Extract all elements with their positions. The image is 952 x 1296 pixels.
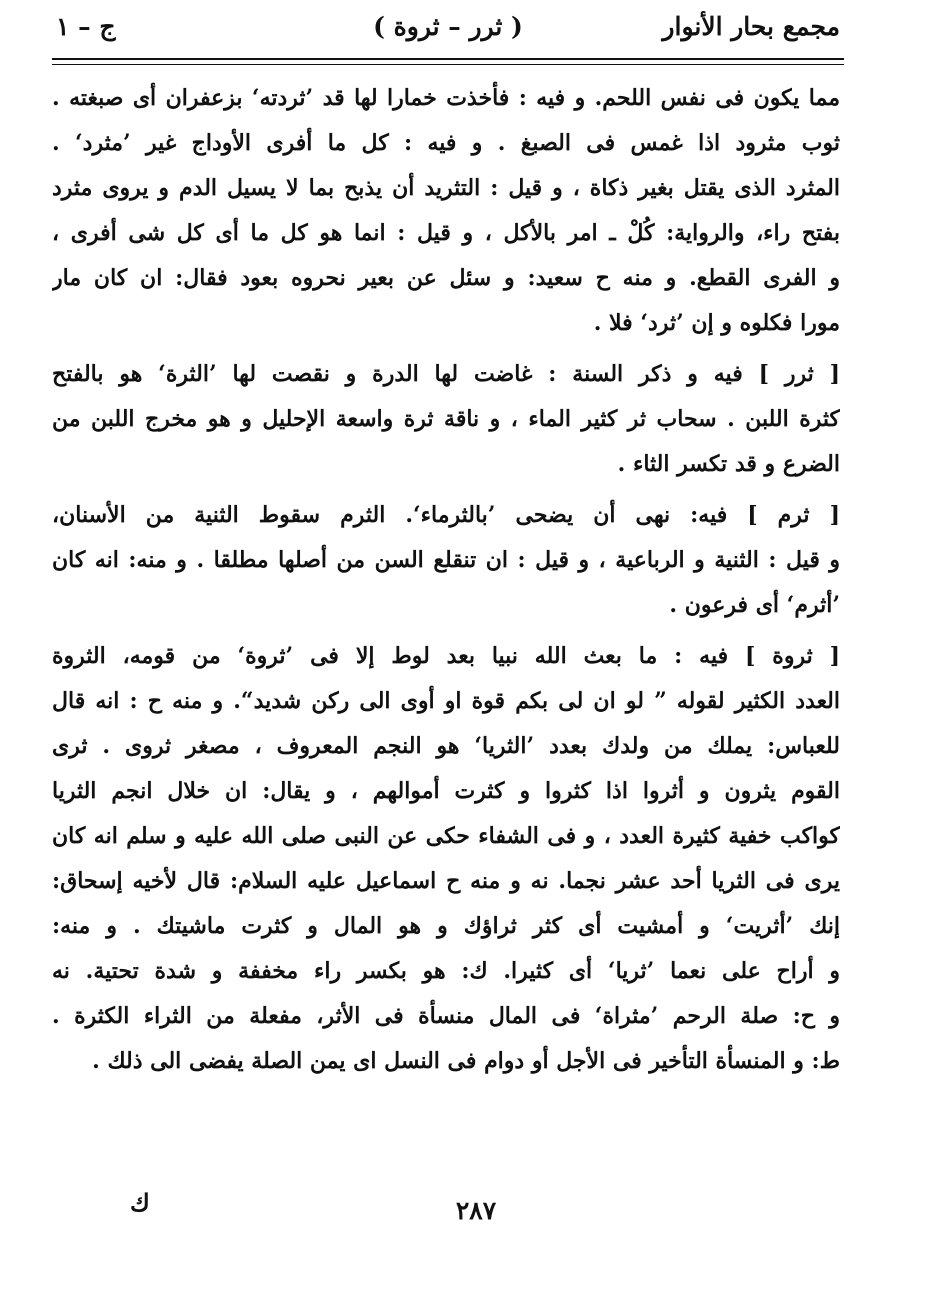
text-line: و ح: صلة الرحم ’مثراة‘ فى المال منسأة فى الأثر، مفعلة من الثراء الكثرة . bbox=[52, 1003, 840, 1029]
text-line: [ ثروة ] فيه : ما بعث الله نبيا بعد لوط إلا فى ’ثروة‘ من قومه، الثروة bbox=[52, 643, 840, 669]
text-line: كواكب خفية كثيرة العدد ، و فى الشفاء حكى عن النبى صلى الله عليه و سلم انه كان bbox=[52, 823, 840, 849]
text-line: الضرع و قد تكسر الثاء . bbox=[617, 451, 840, 477]
text-line: إنك ’أثريت‘ و أمشيت أى كثر ثراؤك و هو المال و كثرت ماشيتك . و منه: bbox=[52, 913, 840, 939]
catchword: ك bbox=[130, 1188, 150, 1217]
text-line: للعباس: يملك من ولدك بعدد ’الثريا‘ هو النجم المعروف ، مصغر ثروى . ثرى bbox=[52, 733, 840, 759]
running-header bbox=[56, 12, 840, 48]
text-line: [ ثرر ] فيه و ذكر السنة : غاضت لها الدرة و نقصت لها ’الثرة‘ هو بالفتح bbox=[52, 361, 840, 387]
text-line: مورا فكلوه و إن ’ثرد‘ فلا . bbox=[593, 310, 840, 336]
text-line: و قيل : الثنية و الرباعية ، و قيل : ان تنقلع السن من أصلها مطلقا . و منه: انه كان bbox=[52, 547, 840, 573]
text-line: ’أثرم‘ أى فرعون . bbox=[669, 592, 840, 618]
text-line: كثرة اللبن . سحاب ثر كثير الماء ، و ناقة ثرة واسعة الإحليل و هو مخرج اللبن من bbox=[52, 406, 840, 432]
body-text bbox=[52, 76, 840, 1084]
page-number: ٢٨٧ bbox=[455, 1196, 497, 1225]
book-title: مجمع بحار الأنوار bbox=[662, 12, 840, 41]
text-line: [ ثرم ] فيه: نهى أن يضحى ’بالثرماء‘. الثرم سقوط الثنية من الأسنان، bbox=[52, 502, 840, 528]
text-line: العدد الكثير لقوله ” لو ان لى بكم قوة او أوى الى ركن شديد“. و منه ح : انه قال bbox=[52, 688, 840, 714]
text-line: و الفرى القطع. و منه ح سعيد: و سئل عن بعير نحروه بعود فقال: ان كان مار bbox=[52, 265, 840, 291]
section-range: ( ثرر – ثروة ) bbox=[373, 12, 523, 41]
text-line: و أراح على نعما ’ثريا‘ أى كثيرا. ك: هو بكسر راء مخففة و شدة تحتية. نه bbox=[52, 958, 840, 984]
text-line: القوم يثرون و أثروا اذا كثروا و كثرت أموالهم ، و يقال: ان خلال انجم الثريا bbox=[52, 778, 840, 804]
text-line: مما يكون فى نفس اللحم. و فيه : فأخذت خمارا لها قد ’ثردته‘ بزعفران أى صبغته . bbox=[52, 85, 840, 111]
text-line: ط: و المنسأة التأخير فى الأجل أو دوام فى النسل اى يمن الصلة يفضى الى ذلك . bbox=[92, 1048, 840, 1074]
volume-number: ج – ١ bbox=[56, 12, 116, 41]
text-line: يرى فى الثريا أحد عشر نجما. نه و منه ح اسماعيل عليه السلام: قال لأخيه إسحاق: bbox=[52, 868, 840, 894]
text-line: المثرد الذى يقتل بغير ذكاة ، و قيل : التثريد أن يذبح بما لا يسيل الدم و يروى مثرد bbox=[52, 175, 840, 201]
text-line: ثوب مثرود اذا غمس فى الصبغ . و فيه : كل ما أفرى الأوداج غير ’مثرد‘ . bbox=[52, 130, 840, 156]
header-rule-thick bbox=[52, 58, 844, 60]
header-rule-thin bbox=[52, 64, 844, 65]
text-line: بفتح راء، والرواية: كُلْ ـ امر بالأكل ، و قيل : انما هو كل ما أى كل شى أفرى ، bbox=[52, 220, 840, 246]
